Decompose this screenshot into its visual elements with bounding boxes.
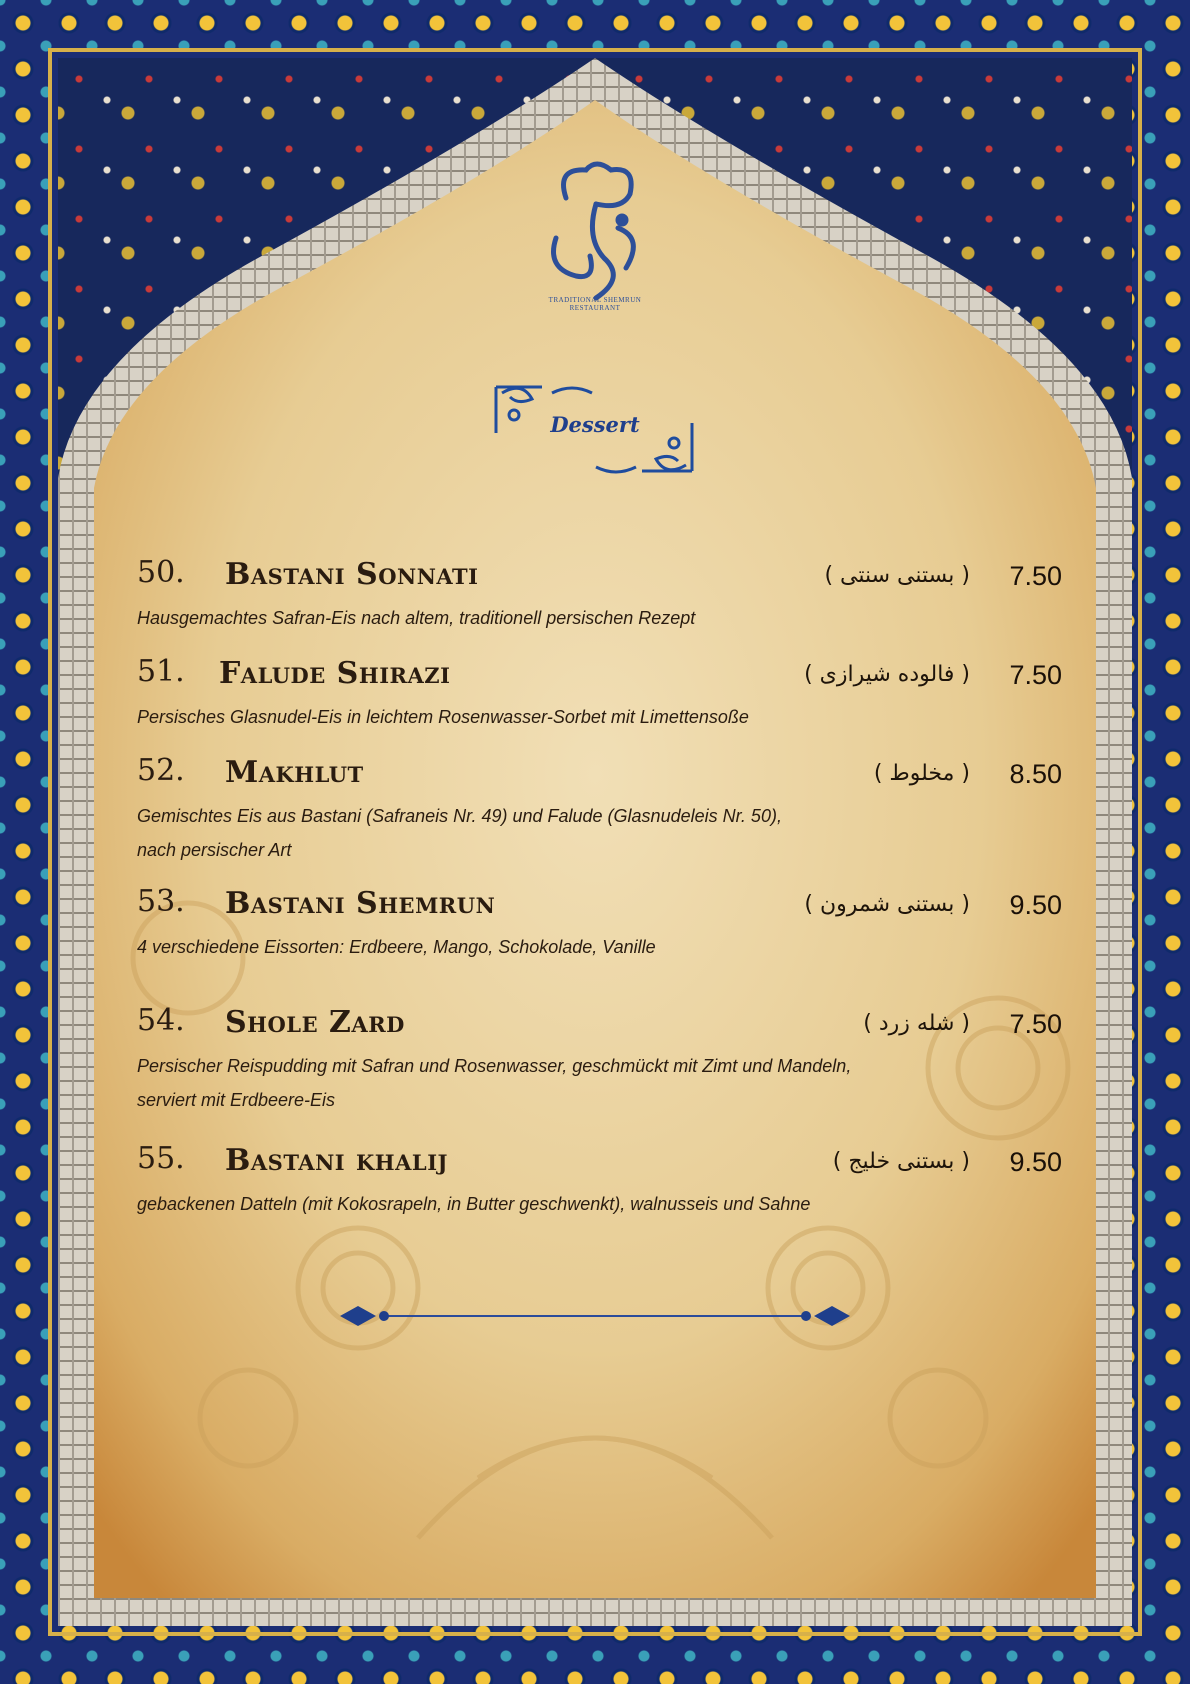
item-description-line: Hausgemachtes Safran-Eis nach altem, traditionell persischen Rezept — [137, 608, 696, 628]
item-description-line: Persisches Glasnudel-Eis in leichtem Rosenwasser-Sorbet mit Limettensoße — [137, 707, 749, 727]
menu-item — [137, 753, 1062, 867]
logo-tagline-line2: RESTAURANT — [569, 304, 621, 312]
item-name: Shole Zard — [225, 1005, 405, 1040]
item-description — [137, 1049, 1062, 1117]
item-description-line: Gemischtes Eis aus Bastani (Safraneis Nr. 49) und Falude (Glasnudeleis Nr. 50), — [137, 806, 782, 826]
item-number: 54. — [137, 1003, 185, 1038]
item-description-line: nach persischer Art — [137, 840, 292, 860]
logo-tagline — [530, 296, 660, 312]
item-farsi-name: ( فالوده شیرازی ) — [804, 662, 970, 687]
item-description-line: 4 verschiedene Eissorten: Erdbeere, Mango, Schokolade, Vanille — [137, 937, 656, 957]
section-title: Dessert — [550, 412, 640, 437]
item-number: 50. — [137, 555, 185, 590]
item-name: Falude Shirazi — [219, 656, 451, 691]
logo-tagline-line1: TRADITIONAL SHEMRUN — [548, 296, 642, 304]
item-number: 52. — [137, 753, 185, 788]
item-farsi-name: ( شله زرد ) — [863, 1011, 970, 1036]
menu-item — [137, 1003, 1062, 1117]
menu-item — [137, 555, 1062, 635]
item-price: 7.50 — [1009, 1009, 1062, 1039]
item-name: Makhlut — [225, 755, 364, 790]
item-number: 51. — [137, 654, 185, 689]
item-price: 7.50 — [1009, 660, 1062, 690]
menu-item — [137, 884, 1062, 964]
item-description-line: Persischer Reispudding mit Safran und Rosenwasser, geschmückt mit Zimt und Mandeln, — [137, 1056, 852, 1076]
menu-item — [137, 1141, 1062, 1221]
item-name: Bastani Shemrun — [225, 886, 496, 921]
item-name: Bastani Sonnati — [225, 557, 479, 592]
item-description-line: gebackenen Datteln (mit Kokosrapeln, in Butter geschwenkt), walnusseis und Sahne — [137, 1194, 811, 1214]
item-farsi-name: ( بستنی شمرون ) — [804, 892, 970, 917]
item-number: 55. — [137, 1141, 185, 1176]
item-description-line: serviert mit Erdbeere-Eis — [137, 1090, 336, 1110]
menu-item — [137, 654, 1062, 734]
item-price: 7.50 — [1009, 561, 1062, 591]
restaurant-logo — [526, 158, 666, 318]
item-number: 53. — [137, 884, 185, 919]
item-price: 8.50 — [1009, 759, 1062, 789]
item-price: 9.50 — [1009, 1147, 1062, 1177]
item-farsi-name: ( مخلوط ) — [873, 761, 970, 786]
item-price: 9.50 — [1009, 890, 1062, 920]
item-description — [137, 1187, 1062, 1221]
item-name: Bastani khalij — [225, 1143, 448, 1178]
item-description — [137, 930, 1062, 964]
item-description — [137, 799, 1062, 867]
item-farsi-name: ( بستنی سنتی ) — [824, 563, 970, 588]
item-description — [137, 700, 1062, 734]
item-description — [137, 601, 1062, 635]
item-farsi-name: ( بستنی خلیج ) — [832, 1149, 970, 1174]
